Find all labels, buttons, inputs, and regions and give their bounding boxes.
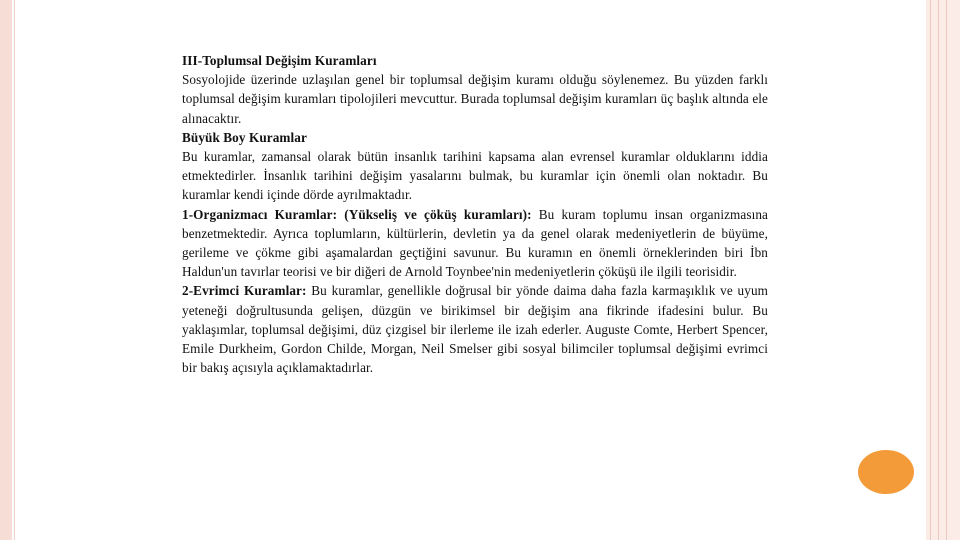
- right-frame-line: [938, 0, 939, 540]
- decorative-orange-circle: [858, 450, 914, 494]
- item-organizmaci-text: Bu kuram toplumu insan organizmasına benzetmektedir. Ayrıca toplumların, kültürlerin, devletin ya da genel olarak medeniyetlerin de büyüme, gerileme ve çökme gibi aşamalardan geçtiğini savunur. Bu kuramın en önemli örneklerinden biri İbn Haldun'un tavırlar teorisi ve bir diğeri de Arnold Toynbee'nin medeniyetlerin çöküşü ile ilgili teorisidir.: [182, 206, 768, 280]
- intro-paragraph: Sosyolojide üzerinde uzlaşılan genel bir toplumsal değişim kuramı olduğu söylenemez. Bu yüzden farklı toplumsal değişim kuramları tipolojileri mevcuttur. Burada toplumsal değişim kuramları üç başlık altında ele alınacaktır.: [182, 72, 768, 126]
- item-evrimci-text: Bu kuramlar, genellikle doğrusal bir yönde daima daha fazla karmaşıklık ve uyum yeteneği doğrultusunda gelişen, düzgün ve birikimsel bir değişim ana fikrinde ifadesini bulur. Bu yaklaşımlar, toplumsal değişimi, düz çizgisel bir ilerleme ile izah ederler. Auguste Comte, Herbert Spencer, Emile Durkheim, Gordon Childe, Morgan, Neil Smelser gibi sosyal bilimciler toplumsal değişimi evrimci bir bakış açısıyla açıklamaktadırlar.: [182, 283, 768, 376]
- section-paragraph: Bu kuramlar, zamansal olarak bütün insanlık tarihini kapsama alan evrensel kuramlar olduklarını iddia etmektedirler. İnsanlık tarihini değişim yasalarını bulmak, bu kuramlar için önemli olan noktadır. Bu kuramlar kendi içinde dörde ayrılmaktadır.: [182, 149, 768, 203]
- section-heading: Büyük Boy Kuramlar: [182, 129, 307, 145]
- slide-content: [182, 51, 768, 377]
- left-frame-line: [14, 0, 15, 540]
- slide-title: III-Toplumsal Değişim Kuramları: [182, 53, 377, 68]
- right-frame-line: [930, 0, 931, 540]
- right-frame-band: [926, 0, 960, 540]
- item-evrimci: [182, 281, 768, 377]
- right-frame-line: [946, 0, 947, 540]
- item-organizmaci: [182, 205, 768, 282]
- item-evrimci-label: 2-Evrimci Kuramlar:: [182, 283, 307, 299]
- item-organizmaci-label: 1-Organizmacı Kuramlar: (Yükseliş ve çöküş kuramları):: [182, 206, 532, 222]
- left-frame-band: [0, 0, 12, 540]
